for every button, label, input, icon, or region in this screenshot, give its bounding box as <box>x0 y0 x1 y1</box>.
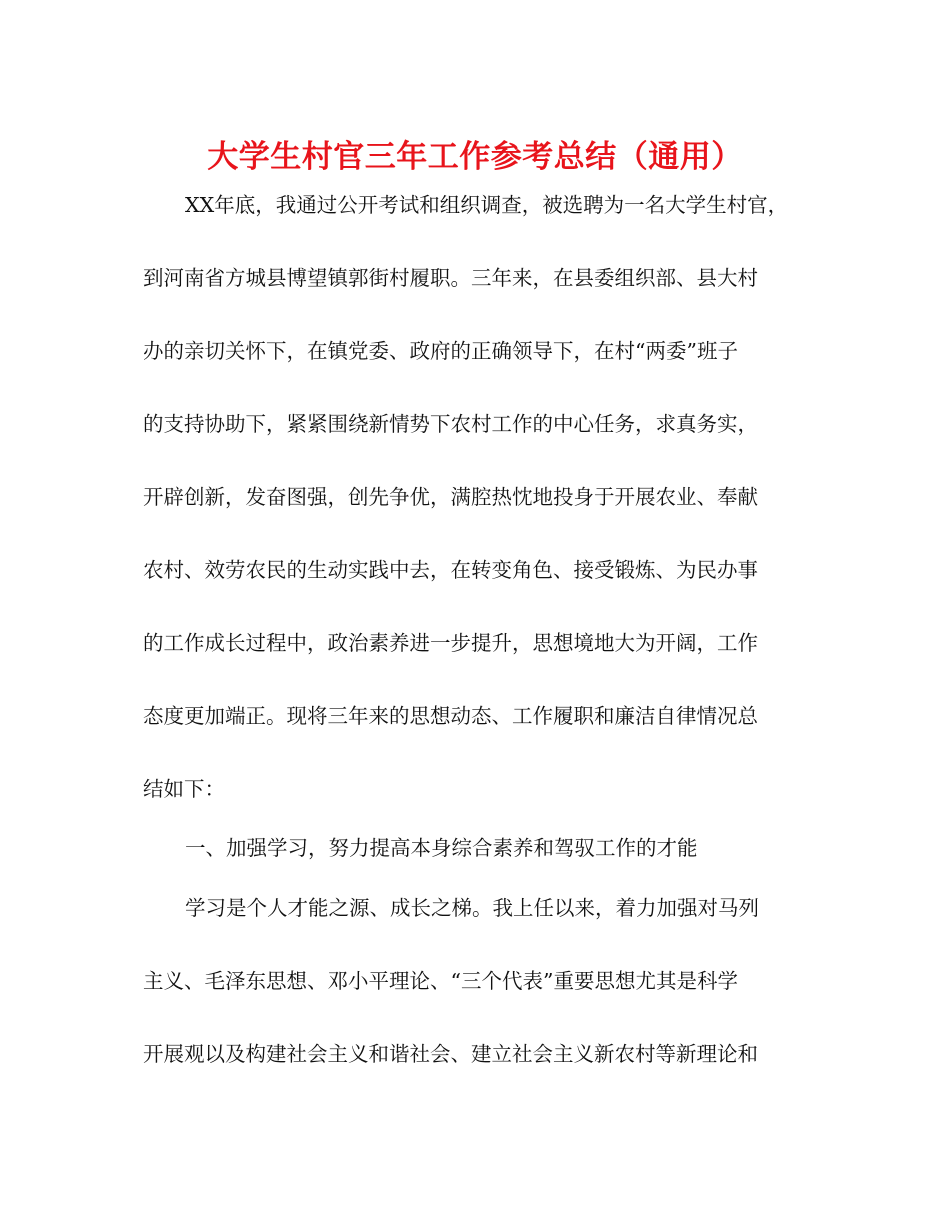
paragraph-line: 的支持协助下，紧紧围绕新情势下农村工作的中心任务，求真务实， <box>143 412 758 436</box>
paragraph-line: 结如下： <box>143 777 225 801</box>
paragraph-line: 农村、效劳农民的生动实践中去，在转变角色、接受锻炼、为民办事 <box>143 558 758 582</box>
paragraph-line: XX年底，我通过公开考试和组织调查，被选聘为一名大学生村官， <box>185 193 789 217</box>
paragraph-line: 办的亲切关怀下，在镇党委、政府的正确领导下，在村“两委”班子 <box>143 339 738 363</box>
section-heading: 一、加强学习，努力提高本身综合素养和驾驭工作的才能 <box>185 836 698 860</box>
paragraph-line: 到河南省方城县博望镇郭街村履职。三年来，在县委组织部、县大村 <box>143 266 758 290</box>
paragraph-line: 开展观以及构建社会主义和谐社会、建立社会主义新农村等新理论和 <box>143 1042 758 1066</box>
paragraph-line: 开辟创新，发奋图强，创先争优，满腔热忱地投身于开展农业、奉献 <box>143 485 758 509</box>
paragraph-line: 学习是个人才能之源、成长之梯。我上任以来，着力加强对马列 <box>185 896 759 920</box>
paragraph-line: 主义、毛泽东思想、邓小平理论、“三个代表”重要思想尤其是科学 <box>143 969 738 993</box>
paragraph-line: 态度更加端正。现将三年来的思想动态、工作履职和廉洁自律情况总 <box>143 704 758 728</box>
document-title: 大学生村官三年工作参考总结（通用） <box>207 139 743 175</box>
paragraph-line: 的工作成长过程中，政治素养进一步提升，思想境地大为开阔，工作 <box>143 631 758 655</box>
